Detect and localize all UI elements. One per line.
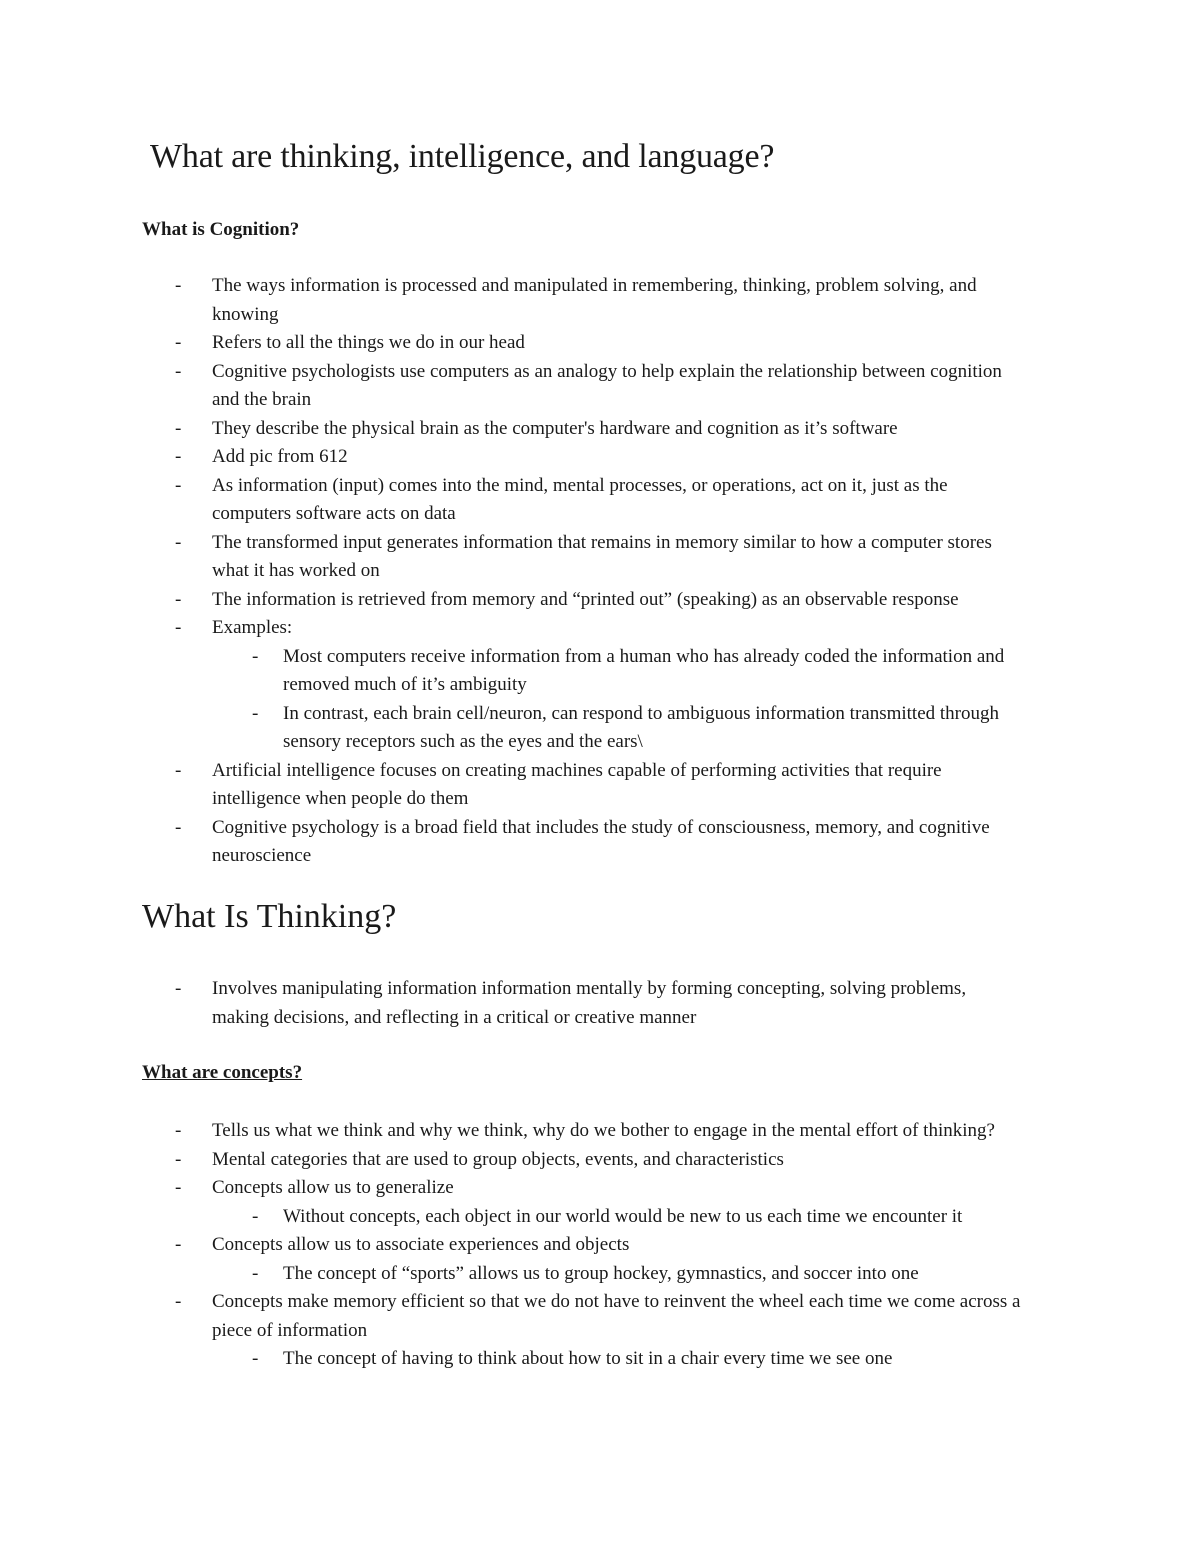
bullet-dash: - — [175, 1291, 182, 1312]
list-item — [142, 1117, 1022, 1146]
list-item-text: Cognitive psychology is a broad field that includes the study of consciousness, memory, and cognitive neuroscience — [212, 816, 990, 866]
list-item — [142, 1288, 1022, 1345]
bullet-dash: - — [175, 759, 182, 781]
bullet-dash: - — [175, 417, 182, 439]
bullet-dash: - — [175, 816, 182, 838]
list-item — [142, 757, 1022, 814]
bullet-dash: - — [175, 1148, 182, 1170]
concepts-list — [142, 1117, 1022, 1374]
list-item-text: Cognitive psychologists use computers as an analogy to help explain the relationship between cognition and the brain — [212, 360, 1002, 410]
sub-list — [142, 1345, 1022, 1374]
sub-list — [142, 1260, 1022, 1289]
bullet-dash: - — [175, 588, 182, 610]
list-item-text: Refers to all the things we do in our head — [212, 332, 525, 353]
sub-list-item-text: Without concepts, each object in our world would be new to us each time we encounter it — [283, 1205, 963, 1227]
list-item-text: Concepts allow us to associate experiences and objects — [212, 1234, 630, 1255]
bullet-dash: - — [175, 332, 182, 353]
list-item-text: As information (input) comes into the mind, mental processes, or operations, act on it, just as the computers software acts on data — [212, 474, 948, 524]
bullet-dash: - — [252, 702, 259, 724]
bullet-dash: - — [252, 1262, 259, 1284]
bullet-dash: - — [175, 446, 182, 467]
bullet-dash: - — [175, 275, 182, 296]
concepts-heading: What are concepts? — [142, 1062, 303, 1083]
sub-list-item-text: Most computers receive information from a human who has already coded the information and removed much of it’s ambiguity — [283, 645, 1005, 695]
sub-list-item-text: In contrast, each brain cell/neuron, can respond to ambiguous information transmitted through sensory receptors such as the eyes and the ears\ — [283, 702, 999, 752]
list-item-text: The transformed input generates information that remains in memory similar to how a computer stores what it has worked on — [212, 531, 992, 581]
list-item — [142, 529, 1022, 586]
bullet-dash: - — [175, 474, 182, 496]
bullet-dash: - — [175, 1120, 182, 1141]
list-item — [142, 1231, 1022, 1260]
thinking-list — [142, 975, 1022, 1032]
sub-list-item-text: The concept of having to think about how to sit in a chair every time we see one — [283, 1348, 893, 1369]
sub-list-item — [142, 700, 1022, 757]
list-item-text: Tells us what we think and why we think, why do we bother to engage in the mental effort of thinking? — [212, 1120, 995, 1141]
bullet-dash: - — [175, 1177, 182, 1198]
list-item — [142, 1174, 1022, 1203]
sub-list — [142, 643, 1022, 757]
page-title: What are thinking, intelligence, and language? — [150, 138, 775, 175]
list-item-text: Involves manipulating information information mentally by forming concepting, solving problems, making decisions, and reflecting in a critical or creative manner — [212, 978, 967, 1028]
list-item — [142, 975, 1022, 1032]
list-item-text: Artificial intelligence focuses on creating machines capable of performing activities that require intelligence when people do them — [212, 759, 942, 809]
list-item-text: Mental categories that are used to group objects, events, and characteristics — [212, 1148, 784, 1170]
list-item — [142, 358, 1022, 415]
list-item-text: Add pic from 612 — [212, 446, 348, 467]
list-item-text: Concepts make memory efficient so that we do not have to reinvent the wheel each time we come across a piece of information — [212, 1291, 1021, 1341]
bullet-dash: - — [175, 617, 182, 638]
bullet-dash: - — [252, 1205, 259, 1227]
list-item — [142, 272, 1022, 329]
bullet-dash: - — [175, 360, 182, 382]
list-item — [142, 329, 1022, 358]
cognition-heading: What is Cognition? — [142, 219, 300, 240]
list-item-text: The ways information is processed and manipulated in remembering, thinking, problem solving, and knowing — [212, 275, 977, 325]
bullet-dash: - — [252, 1348, 259, 1369]
list-item — [142, 614, 1022, 643]
sub-list-item — [142, 1203, 1022, 1232]
list-item-text: Concepts allow us to generalize — [212, 1177, 454, 1198]
list-item-text: Examples: — [212, 617, 293, 638]
list-item — [142, 443, 1022, 472]
thinking-heading: What Is Thinking? — [142, 898, 397, 935]
list-item — [142, 1146, 1022, 1175]
bullet-dash: - — [175, 978, 182, 999]
list-item — [142, 814, 1022, 871]
sub-list-item-text: The concept of “sports” allows us to group hockey, gymnastics, and soccer into one — [283, 1262, 919, 1284]
sub-list — [142, 1203, 1022, 1232]
bullet-dash: - — [175, 531, 182, 553]
list-item-text: They describe the physical brain as the computer's hardware and cognition as it’s software — [212, 417, 898, 439]
cognition-list — [142, 272, 1022, 871]
list-item — [142, 415, 1022, 444]
list-item — [142, 472, 1022, 529]
bullet-dash: - — [252, 645, 259, 667]
sub-list-item — [142, 1345, 1022, 1374]
sub-list-item — [142, 1260, 1022, 1289]
sub-list-item — [142, 643, 1022, 700]
list-item — [142, 586, 1022, 615]
list-item-text: The information is retrieved from memory and “printed out” (speaking) as an observable response — [212, 588, 959, 610]
bullet-dash: - — [175, 1234, 182, 1255]
